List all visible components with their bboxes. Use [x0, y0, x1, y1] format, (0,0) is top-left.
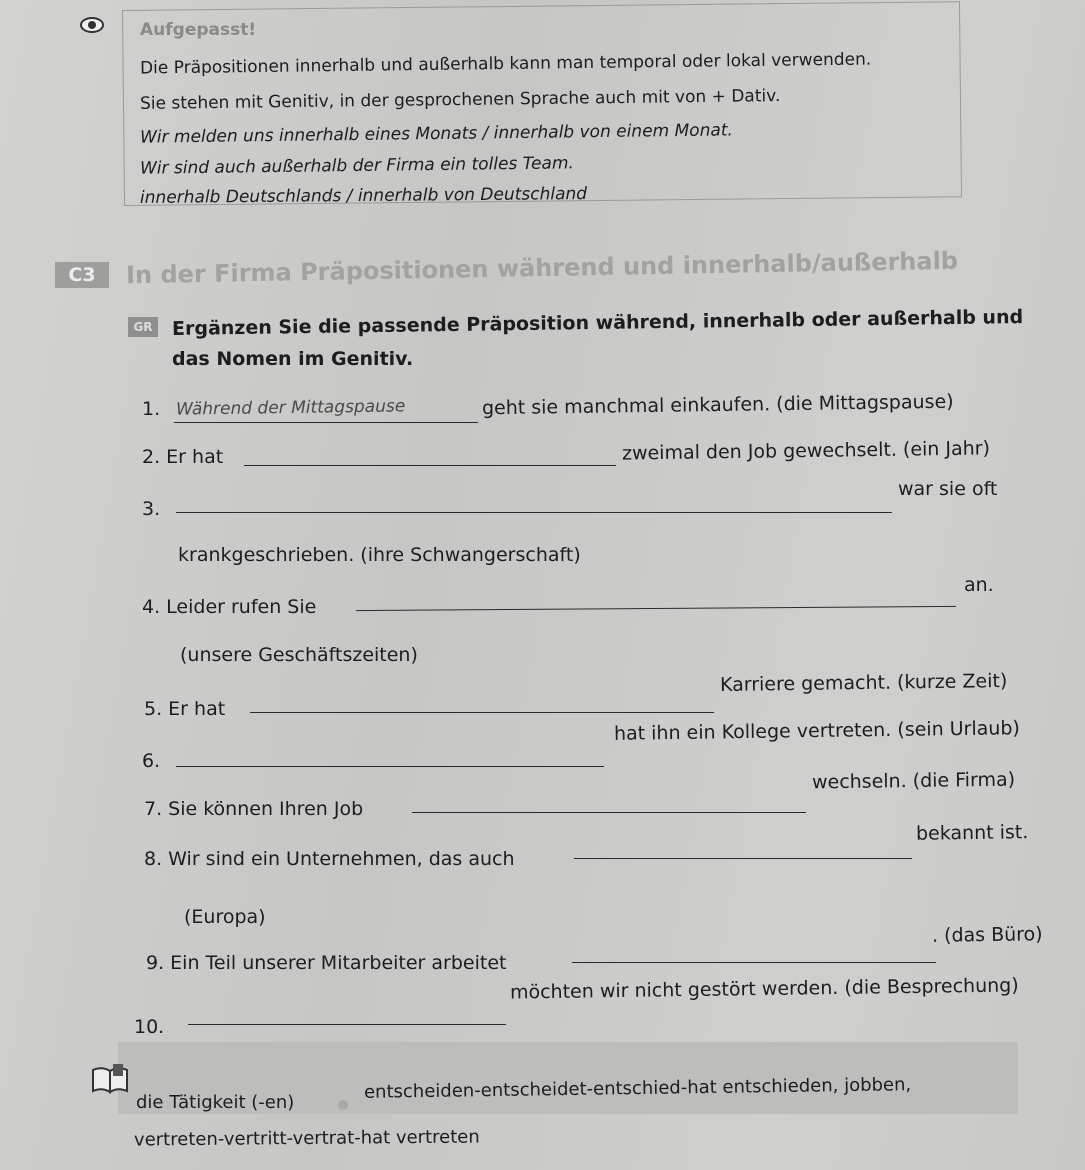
exercise-6-blank[interactable] — [176, 766, 604, 767]
exercise-8-text: bekannt ist. — [915, 821, 1029, 845]
exercise-10-number: 10. — [134, 1016, 165, 1038]
exercise-1-answer: Während der Mittagspause — [175, 396, 406, 420]
exercise-4-text: an. — [964, 574, 994, 596]
exercise-2-blank[interactable] — [244, 465, 616, 466]
book-icon — [90, 1062, 130, 1096]
exercise-10-text: möchten wir nicht gestört werden. (die Besprechung) — [509, 974, 1019, 1004]
gr-badge: GR — [128, 317, 158, 337]
section-badge: C3 — [55, 262, 109, 288]
exercise-9-text: . (das Büro) — [931, 923, 1043, 947]
info-line-2: Sie stehen mit Genitiv, in der gesprochenen Sprache auch mit von + Dativ. — [139, 86, 781, 114]
exercise-5-text: Karriere gemacht. (kurze Zeit) — [719, 669, 1008, 697]
exercise-1-text: geht sie manchmal einkaufen. (die Mittagspause) — [481, 390, 954, 420]
exercise-3-text: war sie oft — [898, 478, 998, 500]
info-title: Aufgepasst! — [140, 20, 257, 40]
exercise-2-start: 2. Er hat — [142, 446, 224, 468]
exercise-4-continuation: (unsere Geschäftszeiten) — [180, 644, 418, 666]
exercise-5-blank[interactable] — [250, 712, 714, 713]
instruction-line-2: das Nomen im Genitiv. — [172, 348, 414, 370]
exercise-3-continuation: krankgeschrieben. (ihre Schwangerschaft) — [178, 544, 581, 566]
exercise-10-blank[interactable] — [188, 1024, 506, 1025]
exercise-6-number: 6. — [142, 750, 161, 772]
exercise-9-blank[interactable] — [572, 962, 936, 963]
exercise-7-blank[interactable] — [412, 812, 806, 813]
exercise-5-start: 5. Er hat — [144, 698, 226, 720]
exercise-7-start: 7. Sie können Ihren Job — [144, 798, 364, 820]
info-line-5: innerhalb Deutschlands / innerhalb von Deutschland — [139, 184, 588, 208]
vocab-line-1b: entscheiden-entscheidet-entschied-hat entschieden, jobben, — [363, 1074, 912, 1103]
exercise-8-start: 8. Wir sind ein Unternehmen, das auch — [144, 848, 515, 870]
exercise-7-text: wechseln. (die Firma) — [811, 768, 1016, 794]
exercise-3-blank[interactable] — [176, 512, 892, 513]
exercise-1-blank — [174, 422, 478, 423]
bullet-dot — [338, 1100, 348, 1110]
exercise-9-start: 9. Ein Teil unserer Mitarbeiter arbeitet — [146, 952, 507, 974]
vocab-line-2: vertreten-vertritt-vertrat-hat vertreten — [133, 1126, 480, 1151]
exercise-8-continuation: (Europa) — [184, 906, 266, 928]
exercise-2-text: zweimal den Job gewechselt. (ein Jahr) — [621, 437, 991, 465]
section-heading: In der Firma Präpositionen während und innerhalb/außerhalb — [125, 246, 959, 290]
info-line-1: Die Präpositionen innerhalb und außerhalb kann man temporal oder lokal verwenden. — [139, 49, 872, 79]
eye-icon — [80, 13, 104, 37]
exercise-3-number: 3. — [142, 498, 161, 520]
info-line-3: Wir melden uns innerhalb eines Monats / innerhalb von einem Monat. — [139, 120, 734, 148]
info-line-4: Wir sind auch außerhalb der Firma ein tolles Team. — [139, 153, 574, 179]
exercise-6-text: hat ihn ein Kollege vertreten. (sein Urlaub) — [613, 717, 1020, 745]
exercise-8-blank[interactable] — [574, 858, 912, 859]
exercise-4-start: 4. Leider rufen Sie — [142, 596, 317, 618]
instruction-line-1: Ergänzen Sie die passende Präposition während, innerhalb oder außerhalb und — [171, 306, 1024, 340]
vocab-line-1a: die Tätigkeit (-en) — [136, 1092, 295, 1113]
exercise-1-number: 1. — [142, 398, 161, 420]
